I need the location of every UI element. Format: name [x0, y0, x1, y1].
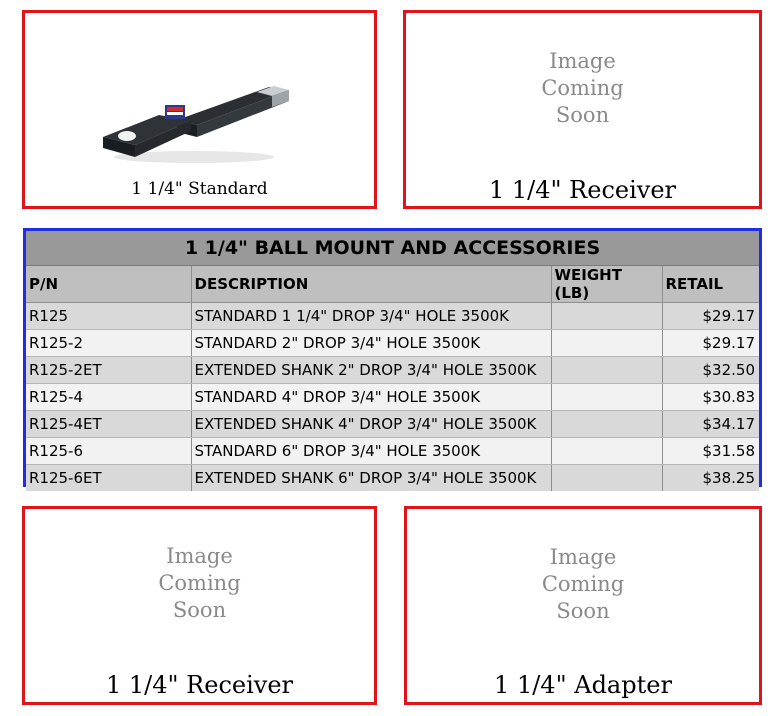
cell-weight: [551, 410, 662, 437]
cell-retail: $32.50: [662, 356, 759, 383]
cell-description: STANDARD 4" DROP 3/4" HOLE 3500K: [191, 383, 551, 410]
cell-pn: R125-4ET: [26, 410, 191, 437]
cell-pn: R125-6: [26, 437, 191, 464]
cell-description: EXTENDED SHANK 4" DROP 3/4" HOLE 3500K: [191, 410, 551, 437]
table-row: [26, 410, 759, 437]
ball-mount-product-image: [99, 65, 299, 175]
cell-description: EXTENDED SHANK 2" DROP 3/4" HOLE 3500K: [191, 356, 551, 383]
column-header-weight: WEIGHT (LB): [551, 265, 662, 302]
cell-retail: $29.17: [662, 329, 759, 356]
cell-pn: R125: [26, 302, 191, 329]
placeholder-line: Coming: [541, 572, 625, 596]
cell-retail: $34.17: [662, 410, 759, 437]
cell-description: STANDARD 1 1/4" DROP 3/4" HOLE 3500K: [191, 302, 551, 329]
table-row: [26, 464, 759, 491]
product-card-receiver-top[interactable]: [403, 10, 762, 209]
placeholder-line: Soon: [556, 599, 610, 623]
cell-retail: $29.17: [662, 302, 759, 329]
cell-pn: R125-6ET: [26, 464, 191, 491]
card-caption: 1 1/4" Adapter: [494, 671, 672, 699]
cell-retail: $31.58: [662, 437, 759, 464]
image-coming-soon-placeholder: [407, 544, 759, 625]
placeholder-line: Image: [166, 544, 233, 568]
cell-description: STANDARD 6" DROP 3/4" HOLE 3500K: [191, 437, 551, 464]
image-coming-soon-placeholder: [406, 48, 759, 129]
cell-retail: $38.25: [662, 464, 759, 491]
cell-pn: R125-2ET: [26, 356, 191, 383]
placeholder-line: Image: [549, 49, 616, 73]
placeholder-line: Soon: [172, 598, 227, 622]
cell-weight: [551, 383, 662, 410]
table-row: [26, 302, 759, 329]
image-coming-soon-placeholder: [25, 543, 374, 624]
product-card-receiver-bottom[interactable]: [22, 506, 377, 705]
cell-weight: [551, 437, 662, 464]
table-row: [26, 437, 759, 464]
product-card-adapter[interactable]: [404, 506, 762, 705]
column-header-description: DESCRIPTION: [191, 265, 551, 302]
cell-description: EXTENDED SHANK 6" DROP 3/4" HOLE 3500K: [191, 464, 551, 491]
placeholder-line: Soon: [555, 103, 610, 127]
cell-weight: [551, 302, 662, 329]
table-row: [26, 329, 759, 356]
cell-pn: R125-4: [26, 383, 191, 410]
card-caption: 1 1/4" Receiver: [105, 671, 294, 699]
table-row: [26, 356, 759, 383]
placeholder-line: Image: [549, 545, 617, 569]
placeholder-line: Coming: [541, 76, 624, 100]
card-caption: 1 1/4" Receiver: [488, 176, 677, 204]
ball-mount-price-table: [23, 228, 762, 487]
card-caption: 1 1/4" Standard: [131, 179, 268, 199]
cell-retail: $30.83: [662, 383, 759, 410]
column-header-pn: P/N: [26, 265, 191, 302]
cell-weight: [551, 356, 662, 383]
cell-description: STANDARD 2" DROP 3/4" HOLE 3500K: [191, 329, 551, 356]
table-title: 1 1/4" BALL MOUNT AND ACCESSORIES: [26, 231, 759, 265]
product-card-standard[interactable]: [22, 10, 377, 209]
table-row: [26, 383, 759, 410]
cell-weight: [551, 464, 662, 491]
placeholder-line: Coming: [158, 571, 241, 595]
cell-weight: [551, 329, 662, 356]
cell-pn: R125-2: [26, 329, 191, 356]
column-header-retail: RETAIL: [662, 265, 759, 302]
